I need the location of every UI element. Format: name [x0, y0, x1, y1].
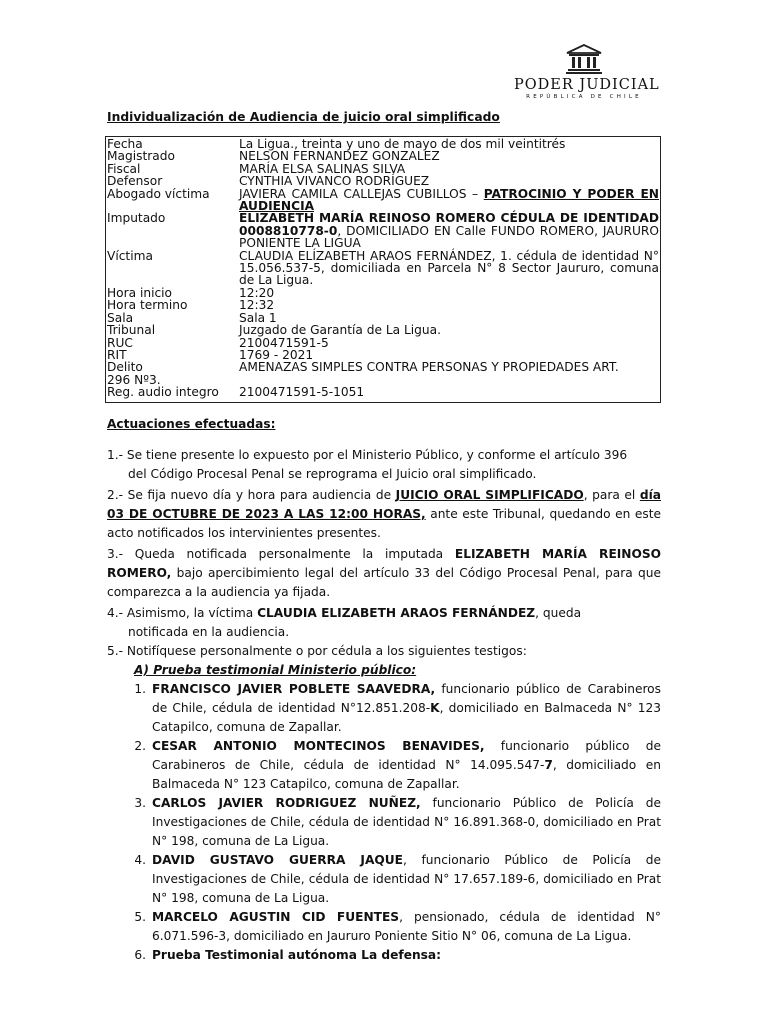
actuacion-5: 5.- Notifíquese personalmente o por cédula a los siguientes testigos:	[107, 644, 527, 658]
witness-text	[152, 908, 661, 946]
info-value: AMENAZAS SIMPLES CONTRA PERSONAS Y PROPIEDADES ART.	[239, 360, 619, 375]
witness-text	[152, 737, 661, 794]
actuacion-3	[107, 545, 661, 602]
witness-detail: , pensionado, cédula de identidad N° 6.071.596-3, domiciliado en Jaururo Poniente Sitio N° 06, comuna de La Ligua.	[152, 910, 661, 943]
testimonial-subheading: A) Prueba testimonial Ministerio público:	[134, 663, 417, 677]
juicio-oral-text: JUICIO ORAL SIMPLIFICADO	[395, 488, 584, 502]
info-label: Sala	[107, 310, 134, 325]
info-value: La Ligua., treinta y uno de mayo de dos mil veintitrés	[239, 137, 566, 151]
info-label: Fiscal	[107, 161, 141, 176]
info-row-delito	[107, 361, 659, 373]
info-value: 12:32	[239, 298, 275, 313]
witness-text	[152, 680, 661, 737]
witness-number: 4.	[134, 853, 146, 867]
info-label: Reg. audio integro	[107, 385, 219, 400]
witness-item	[107, 851, 661, 908]
actuacion-4-continuation: notificada en la audiencia.	[128, 625, 290, 639]
info-value: 12:20	[239, 285, 275, 300]
actuacion-1-continuation: del Código Procesal Penal se reprograma el Juicio oral simplificado.	[128, 467, 537, 481]
witness-detail: funcionario público de Carabineros de Chile, cédula de identidad N° 14.095.547-	[152, 739, 661, 772]
info-value: Juzgado de Garantía de La Ligua.	[239, 323, 441, 338]
witness-id-suffix: K	[430, 701, 440, 715]
poder-judicial-logo	[514, 44, 660, 100]
info-value: Sala 1	[239, 310, 277, 325]
witness-number: 3.	[134, 796, 146, 810]
actuaciones-list	[107, 446, 661, 965]
info-row-imputado	[107, 212, 659, 249]
info-label: Tribunal	[107, 323, 156, 338]
info-value: CLAUDIA ELÍZABETH ARAOS FERNÁNDEZ, 1. cédula de identidad N° 15.056.537-5, domiciliada en Parcela N° 8 Sector Jaururo, comuna de La Ligua.	[239, 248, 659, 288]
info-label: RIT	[107, 347, 127, 362]
witness-item	[107, 794, 661, 851]
info-row-magistrado	[107, 150, 659, 162]
info-row-abogado-victima	[107, 188, 659, 213]
delito-continuation: 296 Nº3.	[107, 372, 161, 387]
info-label: RUC	[107, 335, 133, 350]
document-title: Individualización de Audiencia de juicio oral simplificado	[107, 110, 500, 124]
actuacion-1: 1.- Se tiene presente lo expuesto por el Ministerio Público, y conforme el artículo 396	[107, 448, 628, 462]
logo-name: PODER JUDICIAL	[514, 77, 660, 93]
hearing-info-box	[105, 136, 661, 403]
info-label: Defensor	[107, 174, 163, 189]
actuacion-4	[107, 604, 661, 623]
witness-item	[107, 908, 661, 946]
info-value: 2100471591-5	[239, 335, 329, 350]
actuacion-2	[107, 486, 661, 543]
witness-text	[152, 794, 661, 851]
info-label: Magistrado	[107, 149, 175, 164]
witness-name: CESAR ANTONIO MONTECINOS BENAVIDES,	[152, 739, 485, 753]
actuacion-text: 4.- Asimismo, la víctima	[107, 606, 258, 620]
actuacion-text: bajo apercibimiento legal del artículo 33 del Código Procesal Penal, para que comparezca a la audiencia ya fijada.	[107, 566, 661, 599]
info-label: Abogado víctima	[107, 186, 210, 201]
witness-item	[107, 680, 661, 737]
imputado-name: ELIZABETH MARÍA REINOSO ROMERO CÉDULA DE IDENTIDAD 0008810778-0	[239, 211, 659, 238]
witness-number: 5.	[134, 910, 146, 924]
witness-item	[107, 946, 661, 965]
info-value	[239, 188, 659, 213]
info-value: CYNTHIA VIVANCO RODRÍGUEZ	[239, 174, 430, 189]
witness-number: 1.	[134, 682, 146, 696]
info-row-ruc	[107, 337, 659, 349]
patrocinio-text: PATROCINIO Y PODER EN AUDIENCIA	[239, 186, 659, 214]
info-label: Delito	[107, 360, 143, 375]
info-row-victima	[107, 250, 659, 287]
witness-id-suffix: 7	[544, 758, 553, 772]
abogado-name: JAVIERA CAMILA CALLEJAS CUBILLOS –	[239, 186, 484, 201]
info-label: Fecha	[107, 137, 143, 151]
info-label: Hora termino	[107, 298, 188, 313]
courthouse-icon	[565, 44, 603, 74]
info-row-hora-termino	[107, 299, 659, 311]
witness-name: FRANCISCO JAVIER POBLETE SAAVEDRA,	[152, 682, 436, 696]
logo-subtitle: REPÚBLICA DE CHILE	[526, 94, 642, 100]
defensa-heading: Prueba Testimonial autónoma La defensa:	[152, 948, 441, 962]
witness-number: 6.	[134, 948, 146, 962]
actuacion-text: 3.- Queda notificada personalmente la imputada	[107, 547, 455, 561]
actuacion-text: ante este Tribunal, quedando en este acto notificados los intervinientes presentes.	[107, 507, 661, 540]
info-value: MARÍA ELSA SALINAS SILVA	[239, 161, 406, 176]
info-row-audio	[107, 386, 659, 398]
witness-number: 2.	[134, 739, 146, 753]
witness-name: DAVID GUSTAVO GUERRA JAQUE	[152, 853, 403, 867]
witness-text	[152, 946, 661, 965]
witness-detail: , domiciliado en Balmaceda N° 123 Catapilco, comuna de Zapallar.	[152, 758, 661, 791]
actuacion-text: , para el	[583, 488, 640, 502]
info-label: Imputado	[107, 211, 166, 226]
info-row-hora-inicio	[107, 287, 659, 299]
info-value: 1769 - 2021	[239, 347, 314, 362]
witness-detail: , domiciliado en Balmaceda N° 123 Catapilco, comuna de Zapallar.	[152, 701, 661, 734]
witness-detail: funcionario Público de Policía de Investigaciones de Chile, cédula de identidad N° 16.891.368-0, domiciliado en Prat N° 198, comuna de La Ligua.	[152, 796, 661, 848]
witness-detail: funcionario público de Carabineros de Chile, cédula de identidad N°12.851.208-	[152, 682, 661, 715]
witness-detail: , funcionario Público de Policía de Investigaciones de Chile, cédula de identidad N° 17.657.189-6, domiciliado en Prat N° 198, comuna de La Ligua.	[152, 853, 661, 905]
imputado-domicilio: , DOMICILIADO EN Calle FUNDO ROMERO, JAURURO PONIENTE LA LIGUA	[239, 223, 659, 251]
victima-name: CLAUDIA ELIZABETH ARAOS FERNÁNDEZ	[257, 606, 536, 620]
actuaciones-title: Actuaciones efectuadas:	[107, 417, 276, 431]
info-value: NELSON FERNANDEZ GONZALEZ	[239, 149, 440, 164]
info-value	[239, 212, 659, 249]
imputada-name: ELIZABETH MARÍA REINOSO ROMERO,	[107, 547, 661, 580]
witness-item	[107, 737, 661, 794]
info-label: Víctima	[107, 248, 153, 263]
witness-name: CARLOS JAVIER RODRIGUEZ NUÑEZ,	[152, 796, 421, 810]
info-label: Hora inicio	[107, 285, 173, 300]
witness-text	[152, 851, 661, 908]
witness-name: MARCELO AGUSTIN CID FUENTES	[152, 910, 400, 924]
info-row-tribunal	[107, 324, 659, 336]
fecha-audiencia-text: día 03 DE OCTUBRE DE 2023 A LAS 12:00 HORAS,	[107, 488, 661, 521]
actuacion-text: , queda	[535, 606, 582, 620]
actuacion-text: 2.- Se fija nuevo día y hora para audiencia de	[107, 488, 396, 502]
info-value: 2100471591-5-1051	[239, 385, 365, 400]
